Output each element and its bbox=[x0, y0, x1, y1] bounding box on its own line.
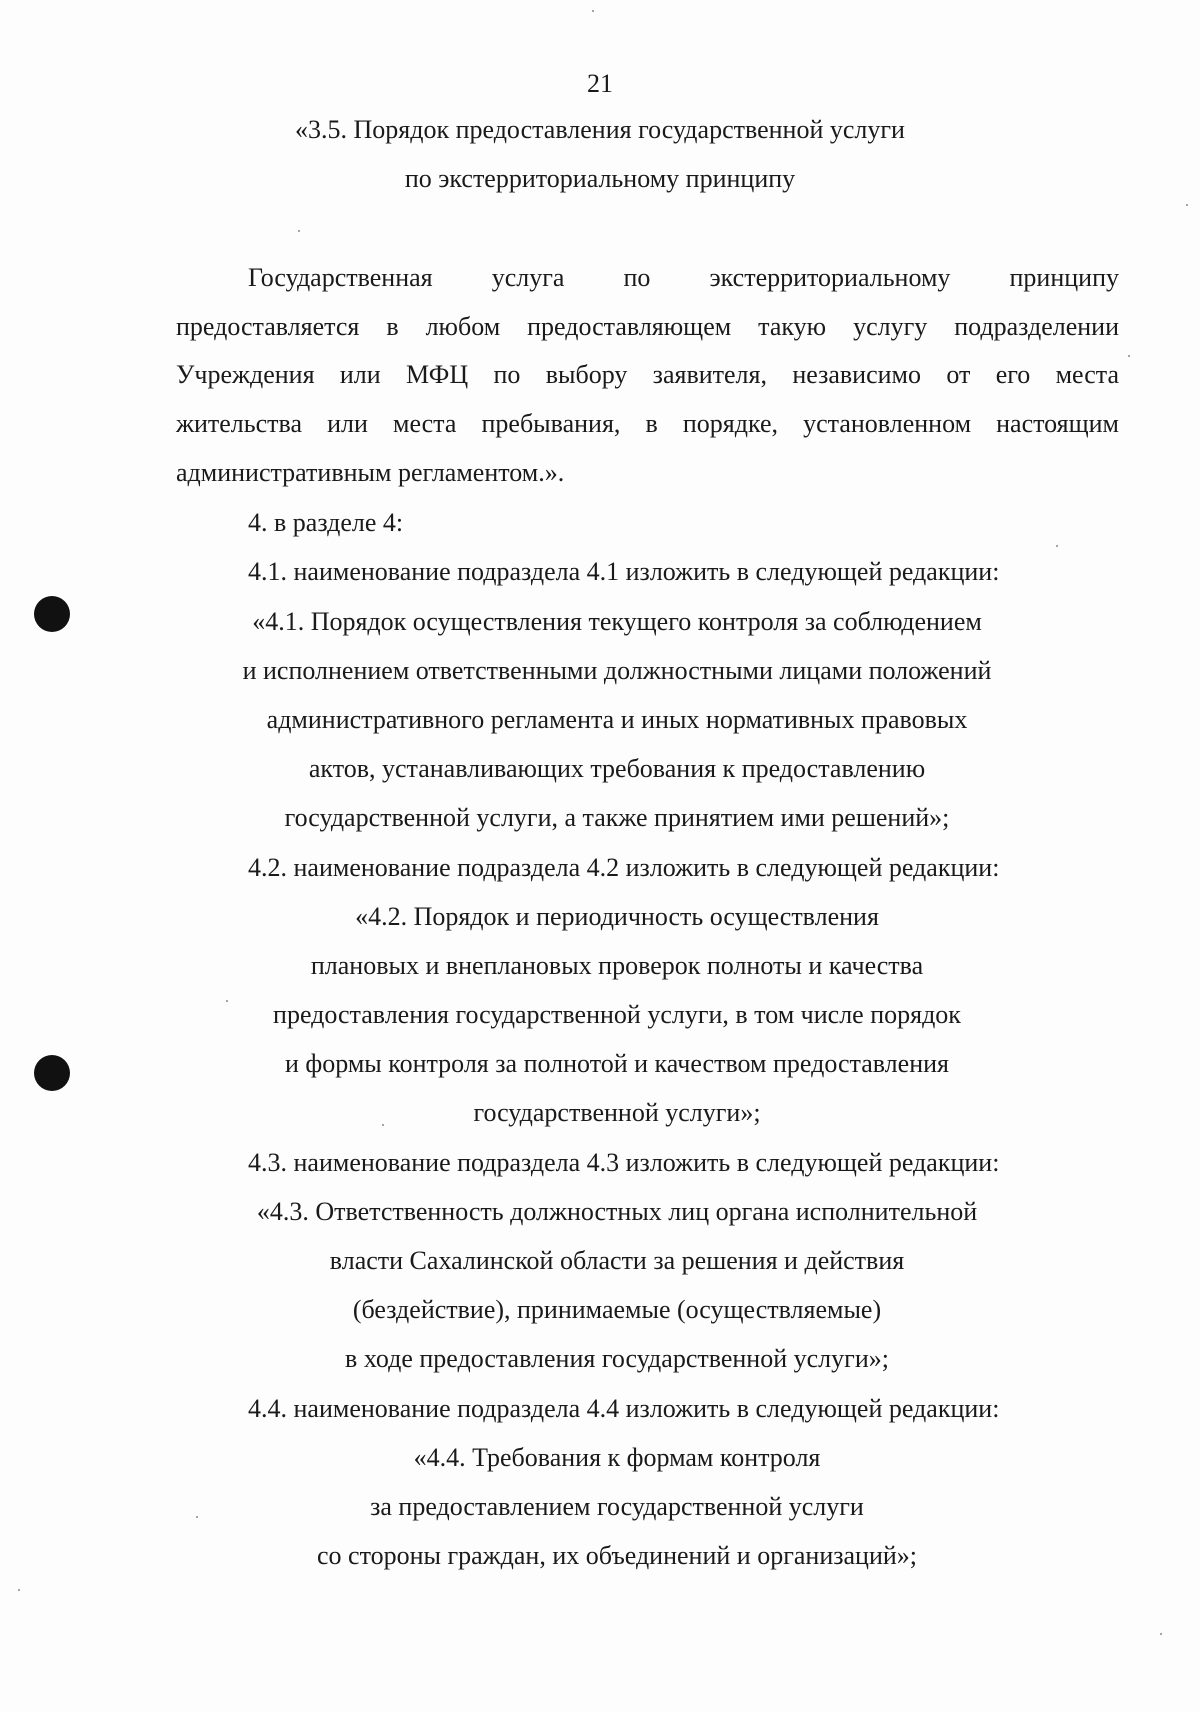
item-4-1-quote-line: административного регламента и иных нормативных правовых bbox=[266, 705, 968, 734]
item-4-2-quote-line: государственной услуги»; bbox=[473, 1098, 761, 1127]
paragraph-line: предоставляется в любом предоставляющем такую услугу подразделении bbox=[176, 312, 1119, 341]
item-4-4-instruction: 4.4. наименование подраздела 4.4 изложить в следующей редакции: bbox=[248, 1394, 1000, 1423]
item-4-3-instruction: 4.3. наименование подраздела 4.3 изложить в следующей редакции: bbox=[248, 1148, 1000, 1177]
scan-speck bbox=[298, 230, 300, 232]
scan-speck bbox=[1186, 204, 1188, 206]
section-title-line-2: по экстерриториальному принципу bbox=[404, 164, 796, 193]
item-4-3-quote-line: (бездействие), принимаемые (осуществляемые) bbox=[352, 1295, 882, 1324]
page-number: 21 bbox=[587, 69, 613, 98]
item-4-4-quote-line: со стороны граждан, их объединений и организаций»; bbox=[316, 1541, 918, 1570]
scan-speck bbox=[592, 10, 594, 12]
paragraph-line: Учреждения или МФЦ по выбору заявителя, независимо от его места bbox=[176, 360, 1119, 389]
paragraph-line: жительства или места пребывания, в порядке, установленном настоящим bbox=[176, 409, 1119, 438]
scan-speck bbox=[1128, 355, 1130, 357]
item-4-3-quote-line: в ходе предоставления государственной услуги»; bbox=[345, 1344, 889, 1373]
scan-speck bbox=[1056, 545, 1058, 547]
item-4-2-quote-line: «4.2. Порядок и периодичность осуществления bbox=[355, 902, 879, 931]
item-4-2-quote-line: предоставления государственной услуги, в том числе порядок bbox=[273, 1000, 961, 1029]
item-4-2-quote-line: и формы контроля за полнотой и качеством предоставления bbox=[284, 1049, 949, 1078]
item-4-1-quote-line: актов, устанавливающих требования к предоставлению bbox=[308, 754, 926, 783]
item-4-1-quote-line: и исполнением ответственными должностными лицами положений bbox=[242, 656, 992, 685]
item-4-2-quote-line: плановых и внеплановых проверок полноты и качества bbox=[310, 951, 924, 980]
item-4-4-quote-line: за предоставлением государственной услуги bbox=[370, 1492, 864, 1521]
item-4-1-quote-line: государственной услуги, а также принятием ими решений»; bbox=[284, 803, 950, 832]
section-title-line-1: «3.5. Порядок предоставления государственной услуги bbox=[295, 115, 905, 144]
item-4-3-quote-line: «4.3. Ответственность должностных лиц органа исполнительной bbox=[256, 1197, 978, 1226]
item-4-4-quote-line: «4.4. Требования к формам контроля bbox=[413, 1443, 821, 1472]
item-4-1-instruction: 4.1. наименование подраздела 4.1 изложить в следующей редакции: bbox=[248, 557, 1000, 586]
item-4-3-quote-line: власти Сахалинской области за решения и действия bbox=[329, 1246, 905, 1275]
item-4-1-quote-line: «4.1. Порядок осуществления текущего контроля за соблюдением bbox=[252, 607, 982, 636]
paragraph-line-last: административным регламентом.». bbox=[176, 458, 565, 487]
item-4-heading: 4. в разделе 4: bbox=[248, 508, 404, 537]
item-4-2-instruction: 4.2. наименование подраздела 4.2 изложить в следующей редакции: bbox=[248, 853, 1000, 882]
paragraph-line: Государственная услуга по экстерриториальному принципу bbox=[248, 263, 1119, 292]
scan-speck bbox=[1160, 1633, 1162, 1635]
scan-speck bbox=[18, 1589, 20, 1591]
